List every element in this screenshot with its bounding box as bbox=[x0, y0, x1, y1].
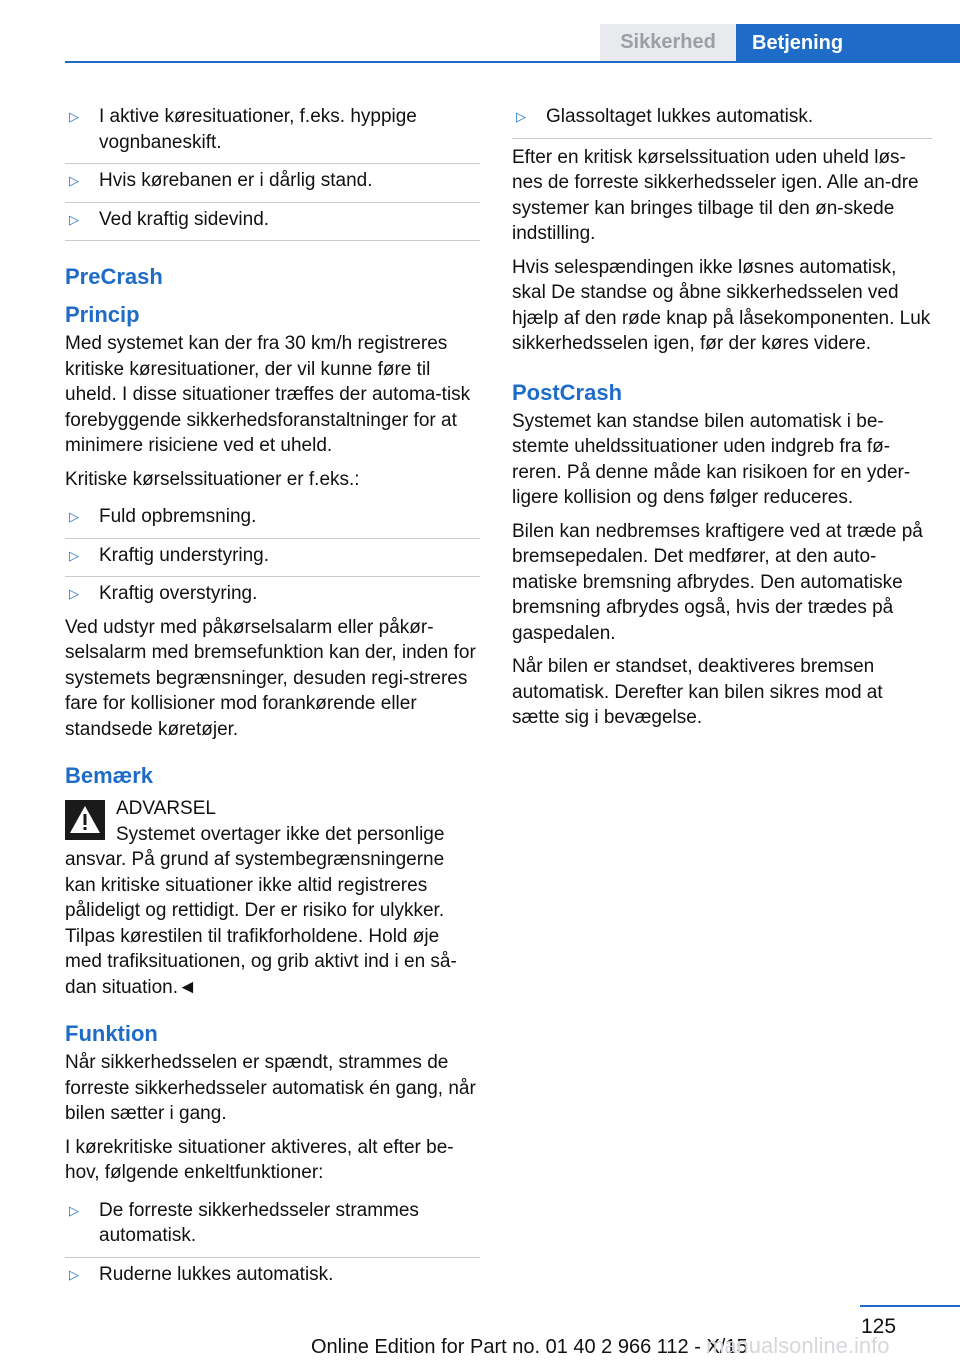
bullet-triangle-icon: ▷ bbox=[69, 1266, 79, 1282]
bullet-triangle-icon: ▷ bbox=[69, 547, 79, 563]
warning-text: Systemet overtager ikke det personlige ansvar. På grund af systembegrænsningerne kan kritiske situationer ikke altid registreres pålideligt og rettidigt. Der er risiko for ulykker. Tilpas kørestilen til trafikforholdene. Hold øje med trafiksituationen, og grib aktivt ind i en så-dan situation.◄ bbox=[65, 823, 457, 998]
list-item: ▷ Ruderne lukkes automatisk. bbox=[65, 1258, 480, 1296]
heading-postcrash: PostCrash bbox=[512, 379, 623, 405]
paragraph: Når sikkerhedsselen er spændt, strammes de forreste sikkerhedsseler automatisk én gang, når bilen sætter i gang. bbox=[65, 1052, 476, 1124]
heading-funktion: Funktion bbox=[65, 1021, 158, 1046]
list-item: ▷ Hvis kørebanen er i dårlig stand. bbox=[65, 164, 480, 203]
edition-note: Online Edition for Part no. 01 40 2 966 112 - X/15 bbox=[311, 1336, 748, 1358]
bullet-triangle-icon: ▷ bbox=[69, 173, 79, 188]
paragraph: Ved udstyr med påkørselsalarm eller påkør-selsalarm med bremsefunktion kan der, inden for systemets begrænsninger, desuden regi-streres fare for kollisioner mod forankørende eller standsede køretøjer. bbox=[65, 616, 476, 740]
divider bbox=[512, 138, 932, 139]
bullet-triangle-icon: ▷ bbox=[516, 109, 526, 124]
bullet-triangle-icon: ▷ bbox=[69, 509, 79, 524]
footer-rule bbox=[860, 1305, 960, 1307]
paragraph: Kritiske kørselssituationer er f.eks.: bbox=[65, 468, 360, 490]
header-rule bbox=[65, 61, 960, 63]
heading-princip: Princip bbox=[65, 302, 140, 327]
watermark: manualsonline.info bbox=[706, 1333, 890, 1358]
paragraph: Når bilen er standset, deaktiveres bremsen automatisk. Derefter kan bilen sikres mod at sætte sig i bevægelse. bbox=[512, 656, 883, 728]
list-item: ▷ Fuld opbremsning. bbox=[65, 500, 480, 539]
right-column bbox=[512, 100, 932, 739]
paragraph: Systemet kan standse bilen automatisk i be-stemte uheldssituationer uden indgreb fra fø-reren. På denne måde kan risikoen for en yder-ligere kollision og dens følger reduceres. bbox=[512, 410, 911, 508]
list-item: ▷ Kraftig overstyring. bbox=[65, 577, 480, 615]
list-item: ▷ I aktive køresituationer, f.eks. hyppige vognbaneskift. bbox=[65, 100, 480, 164]
list-item: ▷ Ved kraftig sidevind. bbox=[65, 203, 480, 242]
list-item: ▷ Glassoltaget lukkes automatisk. bbox=[512, 100, 932, 138]
bullet-triangle-icon: ▷ bbox=[69, 109, 79, 124]
tab-sikkerhed[interactable]: Sikkerhed bbox=[600, 24, 736, 61]
warning-box bbox=[65, 796, 480, 1000]
paragraph: I kørekritiske situationer aktiveres, alt efter be-hov, følgende enkeltfunktioner: bbox=[65, 1136, 454, 1183]
warning-triangle-icon bbox=[65, 800, 105, 840]
bullet-triangle-icon: ▷ bbox=[69, 586, 79, 601]
heading-precrash: PreCrash bbox=[65, 264, 163, 289]
paragraph: Med systemet kan der fra 30 km/h registreres kritiske køresituationer, der vil kunne føre til uheld. I disse situationer træffes der automa-tisk forebyggende sikkerhedsforanstaltninger for at minimere risiciene ved et uheld. bbox=[65, 333, 471, 456]
page-number: 125 bbox=[861, 1315, 897, 1338]
bullet-triangle-icon: ▷ bbox=[69, 211, 79, 227]
bullet-triangle-icon: ▷ bbox=[69, 1202, 79, 1218]
warning-label: ADVARSEL bbox=[116, 798, 216, 819]
paragraph: Hvis selespændingen ikke løsnes automatisk, skal De standse og åbne sikkerhedsselen ved hjælp af den røde knap på låsekomponenten. Luk sikkerhedsselen igen, før der køres videre. bbox=[512, 256, 931, 354]
page-header bbox=[0, 0, 960, 64]
paragraph: Bilen kan nedbremses kraftigere ved at træde på bremsepedalen. Det medfører, at den auto-matiske bremsning afbrydes. Den automatiske bremsning afbrydes også, hvis der trædes på gaspedalen. bbox=[512, 520, 923, 644]
left-column bbox=[65, 100, 480, 1295]
heading-bemaerk: Bemærk bbox=[65, 763, 154, 788]
list-item: ▷ De forreste sikkerhedsseler strammes automatisk. bbox=[65, 1194, 480, 1258]
tab-betjening[interactable]: Betjening bbox=[736, 24, 960, 63]
paragraph: Efter en kritisk kørselssituation uden uheld løs-nes de forreste sikkerhedsseler igen. Alle an-dre systemer kan bringes tilbage til den øn-skede indstilling. bbox=[512, 146, 919, 244]
list-item: ▷ Kraftig understyring. bbox=[65, 539, 480, 578]
